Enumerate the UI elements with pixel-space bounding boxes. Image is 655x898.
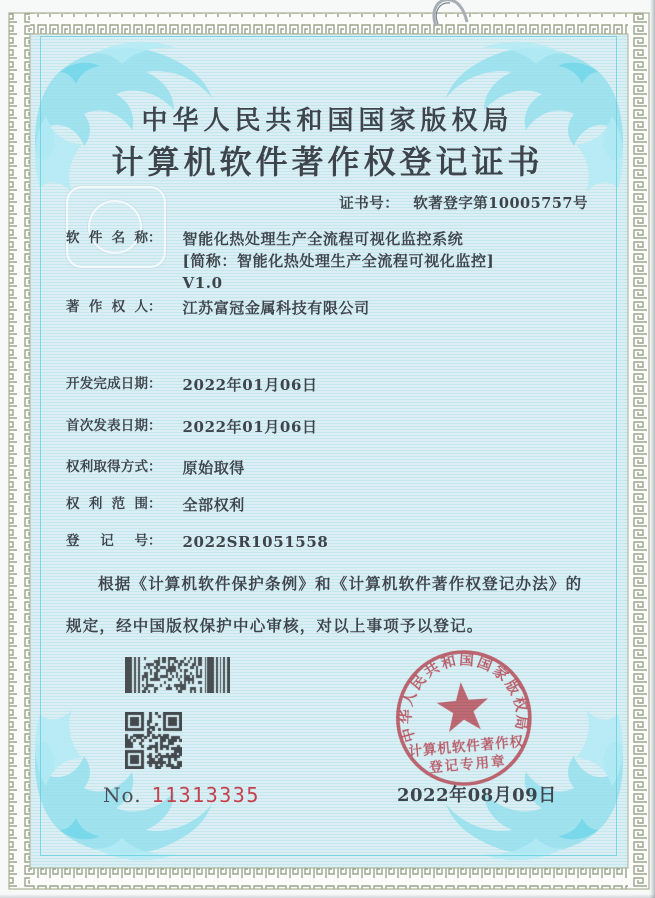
field-colon: ：: [148, 496, 162, 512]
field-value: 江苏富冠金属科技有限公司: [182, 299, 370, 317]
field-value: [183, 228, 495, 294]
field-colon: ：: [148, 299, 162, 315]
statement-line1: 根据《计算机软件保护条例》和《计算机软件著作权登记办法》的: [98, 574, 583, 593]
field-value: 2022SR1051558: [182, 533, 329, 551]
seal-star-icon: [435, 680, 490, 733]
field-value: 2022年01月06日: [182, 418, 318, 436]
certificate-number-line: [339, 192, 588, 213]
field-software-name: [66, 228, 494, 294]
seal-text-line1: 计算机软件著作权: [407, 733, 525, 760]
software-name-line2: [简称：智能化热处理生产全流程可视化监控]: [182, 252, 495, 270]
field-colon: ：: [148, 230, 162, 246]
field-first-publish-date: [66, 416, 318, 438]
issue-date: 2022年08月09日: [397, 785, 557, 806]
field-label: 软件名称: [66, 230, 148, 246]
field-colon: ：: [148, 533, 162, 549]
pdf417-barcode: [125, 657, 230, 693]
field-copyright-owner: [66, 297, 370, 319]
field-rights-scope: [66, 494, 245, 516]
certificate-title: 计算机软件著作权登记证书: [111, 143, 544, 181]
serial-number: [103, 783, 260, 807]
field-label: 权利范围: [66, 496, 148, 512]
border-top: [9, 13, 649, 34]
scan-edge-right: [650, 0, 655, 898]
qr-code: [125, 712, 182, 769]
scan-edge-bottom: [0, 894, 655, 898]
field-label: 开发完成日期: [66, 376, 148, 392]
certificate-number-value: 软著登字第10005757号: [413, 195, 588, 212]
seal-ring-text-path: 中华人民共和国国家版权局: [397, 651, 531, 745]
field-value: 全部权利: [182, 496, 245, 514]
serial-digits: 11313335: [151, 783, 260, 807]
issuing-authority-title: 中华人民共和国国家版权局: [141, 106, 514, 136]
statement-line2: 规定，经中国版权保护中心审核，对以上事项予以登记。: [66, 616, 484, 635]
seal-text-line2: 登记专用章: [428, 753, 508, 777]
field-registration-number: [66, 531, 328, 553]
field-colon: ：: [148, 459, 162, 475]
field-label: 登记号: [66, 533, 148, 549]
field-label: 著作权人: [66, 299, 148, 315]
field-colon: ：: [148, 418, 162, 434]
certificate-number-label: 证书号：: [339, 195, 400, 212]
border-bottom: [9, 868, 649, 889]
field-rights-acquisition: [66, 457, 245, 479]
software-name-line1: 智能化热处理生产全流程可视化监控系统: [182, 230, 464, 248]
serial-prefix: No.: [103, 783, 142, 807]
software-name-line3: V1.0: [182, 274, 223, 292]
field-dev-complete-date: [66, 374, 318, 396]
official-seal: [384, 638, 545, 802]
field-label: 首次发表日期: [66, 418, 148, 434]
field-label: 权利取得方式: [66, 459, 148, 475]
field-value: 2022年01月06日: [182, 376, 318, 394]
field-value: 原始取得: [182, 459, 245, 477]
field-colon: ：: [148, 376, 162, 392]
